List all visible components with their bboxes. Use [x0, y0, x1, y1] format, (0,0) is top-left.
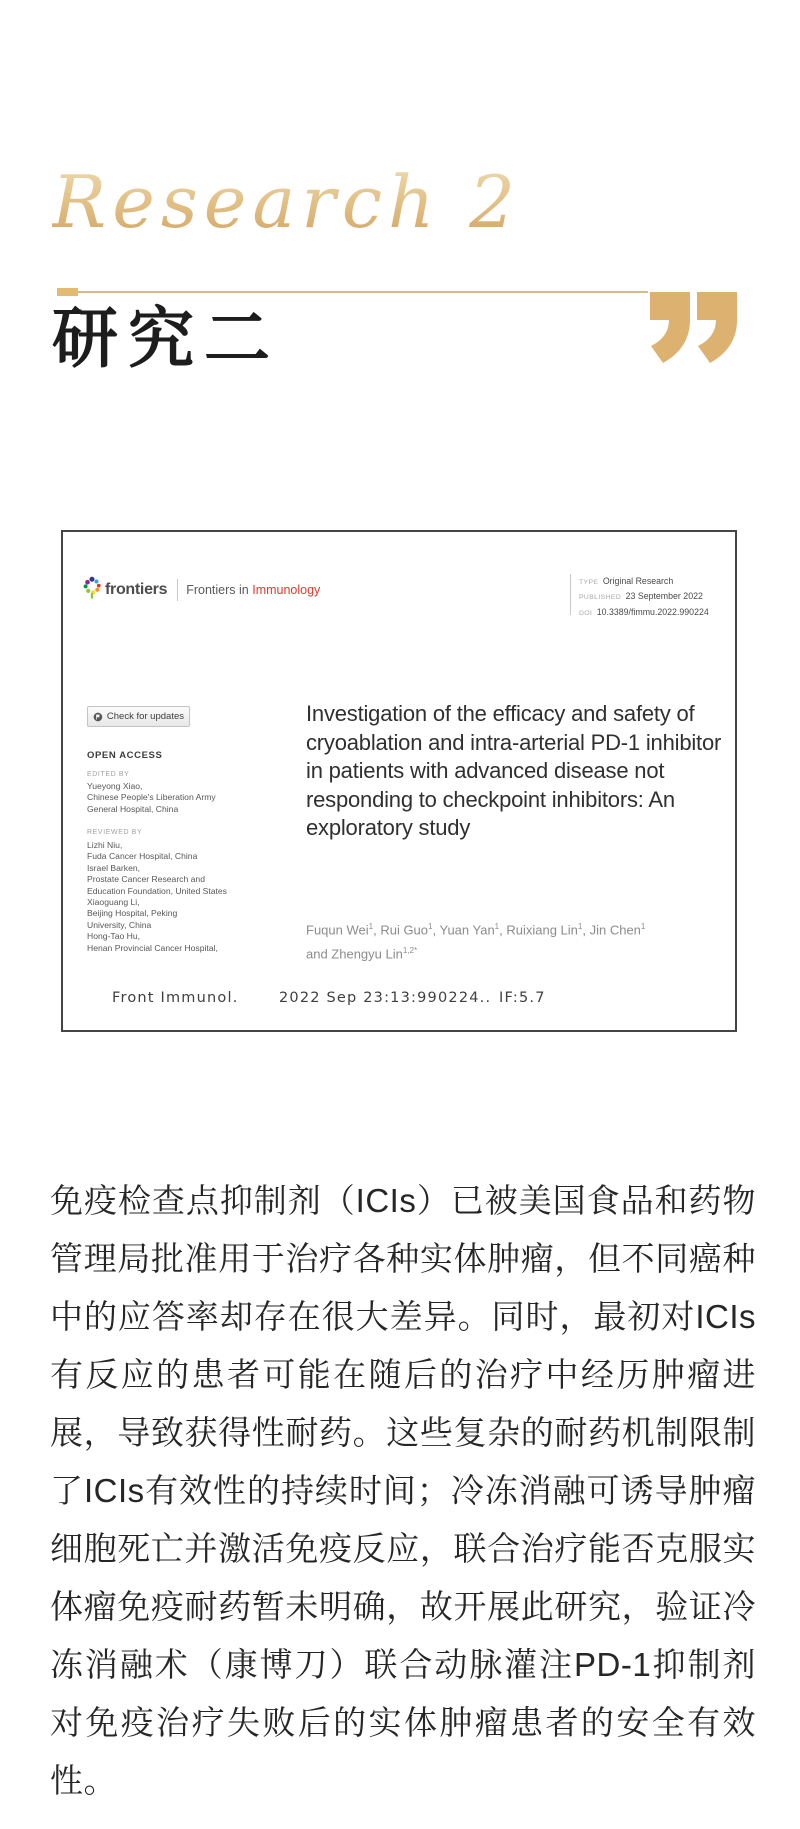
list-line: Prostate Cancer Research and: [87, 874, 205, 885]
frontiers-logo-icon: [83, 576, 101, 604]
section-title: 研究二: [52, 303, 280, 376]
header-divider: [177, 579, 178, 601]
edited-by-label: EDITED BY: [87, 771, 130, 778]
list-line: Beijing Hospital, Peking: [87, 908, 178, 919]
paper-title: Investigation of the efficacy and safety of cryoablation and intra-arterial PD-1 inhibitor in patients with advanced disease not responding to checkpoint inhibitors: An exploratory study: [306, 701, 722, 841]
gold-divider-line: [78, 291, 648, 293]
double-quote-icon: [650, 292, 738, 369]
list-line: University, China: [87, 919, 152, 930]
reviewed-by-list: [87, 840, 227, 954]
journal-title: Immunology: [252, 583, 321, 597]
list-line: Education Foundation, United States: [87, 885, 227, 896]
gold-accent-block: [57, 288, 78, 296]
crossmark-icon: [93, 710, 103, 724]
list-line: General Hospital, China: [87, 803, 179, 814]
meta-divider: [570, 574, 571, 615]
paper-card: [61, 530, 737, 1032]
list-line: Israel Barken,: [87, 862, 141, 873]
list-line: Henan Provincial Cancer Hospital,: [87, 942, 218, 953]
meta-type-label: TYPE: [579, 579, 599, 586]
meta-published-label: PUBLISHED: [579, 594, 622, 602]
meta-type-value: Original Research: [602, 576, 674, 586]
script-title: Research 2: [52, 160, 522, 244]
list-line: Xiaoguang Li,: [87, 897, 140, 908]
journal-prefix: Frontiers in: [186, 583, 249, 597]
journal-header: [83, 576, 320, 604]
list-line: Yueyong Xiao,: [87, 781, 143, 791]
list-line: Hong-Tao Hu,: [87, 931, 141, 942]
meta-published-row: [579, 589, 731, 604]
meta-doi-row: [579, 605, 731, 620]
check-for-updates-button[interactable]: [87, 706, 190, 727]
meta-block: [579, 574, 731, 620]
edited-by-list: [87, 781, 216, 815]
authors-line: Fuqun Wei$^1$, Rui Guo$^1$, Yuan Yan$^1$, Ruixiang Lin$^1$, Jin Chen$^1$ and Zhengyu Lin$^{1,2*}$: [306, 922, 646, 962]
check-for-updates-label: Check for updates: [106, 711, 184, 722]
list-line: Chinese People's Liberation Army: [87, 792, 216, 803]
reviewed-by-label: REVIEWED BY: [87, 829, 143, 836]
meta-doi-label: DOI: [579, 609, 593, 617]
impact-factor: IF:5.7: [499, 990, 546, 1006]
meta-type-row: [579, 574, 731, 589]
journal-abbrev: Front Immunol.: [112, 990, 239, 1006]
meta-published-value: 23 September 2022: [625, 591, 703, 602]
open-access-label: OPEN ACCESS: [87, 750, 163, 761]
list-line: Lizhi Niu,: [87, 840, 123, 850]
meta-doi-value: 10.3389/fimmu.2022.990224: [596, 606, 709, 617]
frontiers-wordmark: frontiers: [105, 581, 168, 598]
citation: 2022 Sep 23:13:990224..: [279, 990, 492, 1006]
summary-paragraph: 免疫检查点抑制剂（ICIs）已被美国食品和药物管理局批准用于治疗各种实体肿瘤，但不同癌种中的应答率却存在很大差异。同时，最初对ICIs有反应的患者可能在随后的治疗中经历肿瘤进展，导致获得性耐药。这些复杂的耐药机制限制了ICIs有效性的持续时间；冷冻消融可诱导肿瘤细胞死亡并激活免疫反应，联合治疗能否克服实体瘤免疫耐药暂未明确，故开展此研究，验证冷冻消融术（康博刀）联合动脉灌注PD-1抑制剂对免疫治疗失败后的实体肿瘤患者的安全有效性。: [50, 1182, 756, 1799]
list-line: Fuda Cancer Hospital, China: [87, 851, 198, 862]
journal-name: [186, 583, 320, 597]
